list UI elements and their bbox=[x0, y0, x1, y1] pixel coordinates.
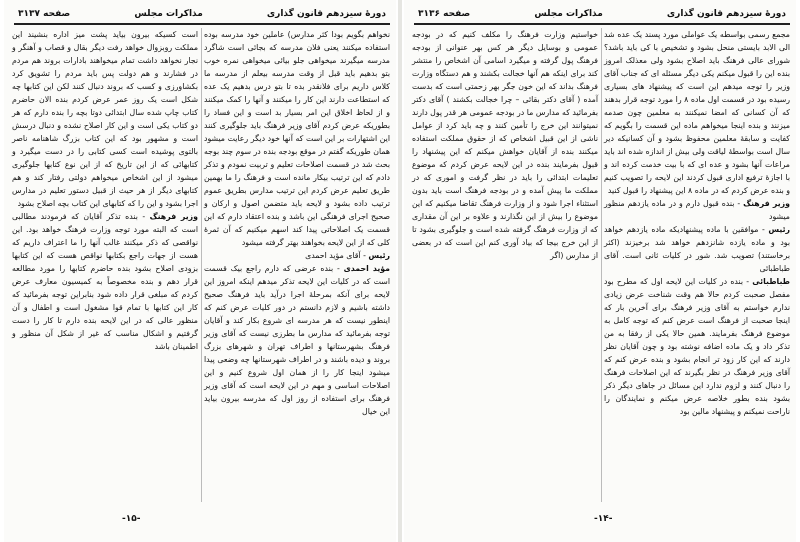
speaker-paragraph bbox=[204, 249, 390, 262]
page-footer-number: -۱۴- bbox=[594, 514, 613, 524]
paragraph-text: مجمع رسمی بواسطه یک عواملی مورد پسند یک عده شد الی الابد بایستی منحل بشود و تشخیص با کی باید باشد؟ شورای عالی فرهنگ باید اصلاح بشود ولی معذلک امروز بنده این را قبول میکنم یکی دیگر مسئله ای که جناب آقای وزیر را توجه میدهم این است که پیشنهاد های بسیاری رسیده بود در قسمت اول ماده ۸ را مورد توجه قرار بدهند که آن کسانی که امضا نمیکنند به معلمین چون صدمه میزنند و بنده اینجا میخواهم ماده این قسمت را بگویم که کفایت و سابقهٔ معلمین محفوظ بشود و آن کسانیکه دیر سال است بواسطهٔ لیاقت ولی بیش از اندازه شده اند باید مراعات آنها بشود و عده ای که با بیت خدمت کرده اند و با اجازهٔ ترفیع اداری قبول کردند این لایحه را تصویب کنیم و بنده عرض کردم که در ماده ۸ این پیشنهاد را قبول کنید bbox=[604, 30, 790, 195]
text-column-right bbox=[604, 28, 790, 418]
text-column-left bbox=[12, 28, 198, 353]
text-column-left bbox=[412, 28, 598, 262]
speaker-paragraph bbox=[204, 262, 390, 418]
speaker-paragraph bbox=[604, 223, 790, 275]
speaker-name: وزیر فرهنگ bbox=[149, 212, 198, 221]
column-divider bbox=[601, 28, 602, 502]
text-column-right bbox=[204, 28, 390, 418]
header-rule bbox=[14, 23, 390, 25]
body-paragraph bbox=[604, 28, 790, 197]
speaker-name: رئیس bbox=[768, 225, 790, 234]
paragraph-text: است کسیکه بیرون بیاید پشت میز اداره بنشیند این مملکت روبزوال خواهد رفت دیگر بقال و قصاب و آهنگر و نجار نخواهد داشت تمام میخواهند بادارات بروند هم مردم در فشارند و هم دولت پس باید مردم را تشویق کرد بکشاورزی و کسب که بروند دنبال کنند لکن این کتابها چه شکل است یک روز عمر عرض کردم بنده الان حاضرم کتاب چاپ شده سال ابتدائی دوتا بچه را بنده دارم که هر دو کتاب یکی است و این کار اصلاح نشده و دنبال درسش است و مشهور بود که این کتاب بزرگ شاهنامه ناصر بالتوی پوشیده است کسی کتابی را در دست میگیرد و کتابهائی که از این تاریخ که از این نوع کتابها جلوگیری میشود از این اشخاص میخواهم دولتی رفتار کند و هم کتابهای دیگر از هر حیث از قبیل دستور تعلیم در مدارس اجرا بشود و این را که کتابهای این کتاب بچه اصلاح بشود bbox=[12, 30, 198, 208]
page-right bbox=[404, 0, 796, 542]
body-paragraph bbox=[204, 28, 390, 249]
paragraph-text: - بنده عرضی که دارم راجع بیک قسمت است که در کلیات این لایحه تذکر میدهم اینکه امروز این لایحه برای آنکه بمرحلهٔ اجرا درآید باید فرهنگ صحیح داشته باشیم و لازم دانستم در دور کلیات عرض کنم که اینطور نیست که هر مدرسه ای شروع بکار کند و آقایان توجه بفرمائید که مدارس ما بطرزی نیست که آقای وزیر فرهنگ بشهرستانها و اطراف تهران و شهرهای بزرگ بروند و دیده باشند و در اطراف شهرستانها چه وضعی پیدا میشود اینجا کار را از همان اول شروع کنیم و این اصلاحات اساسی و مهم در این لایحه است که آقای وزیر فرهنگ برای استفاده از روز اول که مدرسه بیرون بیاید این خیال bbox=[204, 264, 390, 416]
body-paragraph bbox=[12, 28, 198, 210]
header-session: دورهٔ سیزدهم قانون گذاری bbox=[666, 9, 786, 19]
speaker-name: وزیر فرهنگ bbox=[743, 199, 790, 208]
paragraph-text: خواستیم وزارت فرهنگ را مکلف کنیم که در بودجه عمومی و بوسایل دیگر هر کس بهر عنوانی از بودجه فرهنگ پول گرفته و میگیرد اسامی آن اشخاص را منتشر کند برای اینکه هم آنها خجالت بکشند و هم دستگاه وزارت فرهنگ بداند که این خون جگر بهر زحمتی است که بدست آمده ( آقای دکتر بقائی – چرا خجالت بکشند ) آقای دکتر بفرمائید که مدارس ما در بودجه عمومی هر قدر پول دارند نمیتوانند این خرج را تأمین کنند و چه باید کرد از عوامل ناشی از این قبیل اشخاص که از حقوق مملکت استفاده میکنند بنده از آقایان خواهش میکنم که این پیشنهاد را قبول بفرمایند بنده در این لایحه عرض کردم که موضوع تعلیمات ابتدائی را باید در نظر گرفت و اموری که در مملکت ما پیش آمده و در بودجه فرهنگ است باید بدون استثناء اجرا شود و از وزارت فرهنگ تقاضا میکنیم که این موضوع را بیش از این نگذارند و علاوه بر این آن مقداری که از وزارت فرهنگ گرفته شده است و جلوگیری بشود تا از این خرج بیجا که بیاد آوری کنم این است که در بعضی از مدارس (اگر bbox=[412, 30, 598, 260]
page-left bbox=[4, 0, 396, 542]
paragraph-text: - بنده در کلیات این لایحه اول که مطرح بود مفصل صحبت کردم حالا هم وقت شناخت عرض زیادی ندارم خواستم به آقای وزیر فرهنگ برای آخرین بار که اینجا صحبت از فرهنگ است عرض کنم که توجه کامل به موضوع فرهنگ بفرمایند. همین حالا یکی از رفقا به من تذکر داد و یک ماده اضافه نوشته بود و چون آقایان نظر دارند که این کار زود تر انجام بشود و بنده عرض کنم که آقای وزیر فرهنگ در نظر بگیرند که این اصلاحات فرهنگ را دنبال کنند و لزوم ندارد این مسائل در جاهای دیگر ذکر بشود بنده بطور خلاصه عرض میکنم و نمایندگان را ناراحت نمیکنم و پیشنهاد مالین بود bbox=[604, 277, 790, 416]
speaker-name: طباطبائی bbox=[752, 277, 790, 286]
header-page-number: صفحه ۳۱۳۷ bbox=[18, 9, 71, 19]
header-title: مذاکرات مجلس bbox=[534, 9, 603, 19]
paragraph-text: - موافقین با ماده پیشنهادیکه ماده یازدهم خواهد بود و ماده یازده شانزدهم خواهد شد برخیزند (اکثر برخاستند) تصویب شد. شور در کلیات ثانی است. آقای طباطبائی bbox=[604, 225, 790, 273]
column-divider bbox=[201, 28, 202, 502]
paragraph-text: - بنده تذکر آقایان که فرمودند مطالبی است که البته مورد توجه وزارت فرهنگ خواهد بود. این نواقصی که ذکر میکنند غالب آنها را ما اعتراف داریم که هست از جهات راجع بکتابها نواقص هست که این کتابها بزودی اصلاح بشود بنده حاضرم کتابها را مورد مطالعه قرار دهم و بنده مخصوصاً به کمیسیون معارف عرض کردم که مبلغی قرار داده شود بنابراین توجه بفرمائید که کار این کتابها با تمام قوا مشغول است و اطفال و آن منظور عالی که در این لایحه بنده دارم تا کار را دست گرفتیم و اشکال مناسب که غیر از شکل آن منظور و اطمینان باشد bbox=[12, 212, 198, 351]
header-title: مذاکرات مجلس bbox=[134, 9, 203, 19]
running-header bbox=[18, 7, 386, 21]
running-header bbox=[418, 7, 786, 21]
page-footer-number: -۱۵- bbox=[122, 514, 141, 524]
body-paragraph bbox=[412, 28, 598, 262]
header-session: دورهٔ سیزدهم قانون گذاری bbox=[266, 9, 386, 19]
page-gutter bbox=[398, 0, 402, 542]
header-page-number: صفحه ۳۱۳۶ bbox=[418, 9, 471, 19]
speaker-paragraph bbox=[12, 210, 198, 353]
speaker-paragraph bbox=[604, 275, 790, 418]
speaker-name: رئیس bbox=[368, 251, 390, 260]
paragraph-text: - بنده قبول دارم و در ماده یازدهم منظور میشود bbox=[604, 199, 790, 221]
header-rule bbox=[414, 23, 790, 25]
paragraph-text: نخواهم بگویم بودا کثر مدارس) عاملین خود مدرسه بوده استفاده میکنند یعنی فلان مدرسه که بجائی است شاگرد مدرسه میگیرند میخواهی جلو بیائی میخواهی نمره خوب بتو بدهیم باید قبل از وقت مدرسه بیعلم از مدرسه ما کلاس داریم برای فلانقدر بده تا بتو درس بدهیم یک عده که استطاعت دارند این کار را میکنند و آنها را کمک میکنند و از لحاظ اخلاق این امر بسیار بد است و این فساد را بطوریکه عرض کردم آقای وزیر فرهنگ باید جلوگیری کنند این اشتهارات بر این است که آنها خود دیگر رعایت میشود همان طوریکه گفتم در موقع بودجه بنده در سوم چند بوجه بحث شد در قسمت اصلاحات تعلیم و تربیت نمودم و تذکر دادم که این ترتیب بیکار مانده است و فرهنگ را ما بهمین طریق تعلیم عرض کردم این ترتیب مدارس بطریق عموم ترتیب داده بشود و لایحه باید متضمن اصول و ارکان و صحیح اجرای فرهنگی این باشد و بنده اعتقاد دارم که این قسمت یک اصلاحاتی پیدا کند اسهم میکنیم که آن ثمرهٔ کلی که از این لایحه بخواهند بهتر گرفته میشود bbox=[204, 30, 390, 247]
speaker-name: مؤید احمدی bbox=[343, 264, 391, 273]
speaker-paragraph bbox=[604, 197, 790, 223]
paragraph-text: - آقای مؤید احمدی bbox=[305, 251, 366, 260]
